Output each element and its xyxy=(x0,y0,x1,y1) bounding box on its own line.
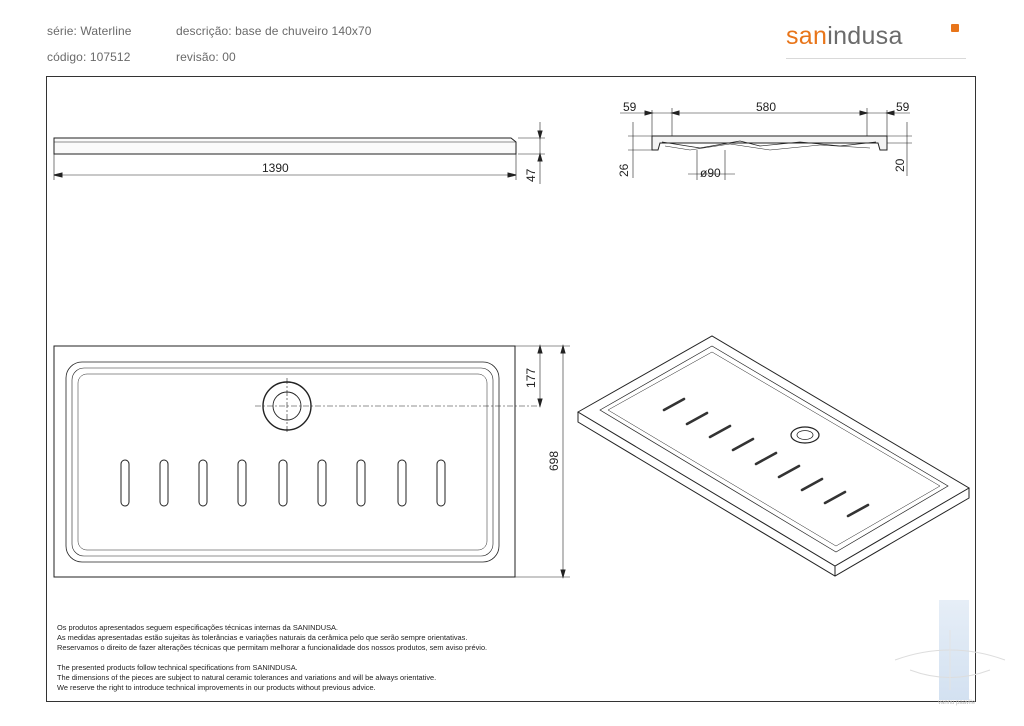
note-en-line: The dimensions of the pieces are subject to natural ceramic tolerances and variations and will be always orientative. xyxy=(57,673,437,682)
section-view xyxy=(620,108,912,180)
dim-plan-drain-offset: 177 xyxy=(524,367,538,388)
note-pt-line: Reservamos o direito de fazer alterações técnicas que permitam melhorar a funcionalidade dos nossos produtos, sem aviso prévio. xyxy=(57,643,488,652)
notes-portuguese xyxy=(57,623,617,653)
dim-drain-diameter: ø90 xyxy=(700,166,721,180)
logo-part-indusa: indusa xyxy=(827,22,903,50)
codigo-label: código: 107512 xyxy=(47,50,131,64)
dim-section-left-height: 26 xyxy=(617,163,631,177)
plan-view xyxy=(54,346,570,577)
note-en-line: We reserve the right to introduce technical improvements in our products without previous advice. xyxy=(57,683,376,692)
footer-tag: vannu paavile xyxy=(938,700,976,706)
side-elevation xyxy=(54,122,545,184)
dim-plan-width: 698 xyxy=(547,450,561,471)
dim-section-mid: 580 xyxy=(756,100,777,114)
notes-english xyxy=(57,663,617,693)
decorative-lines xyxy=(890,625,1010,695)
isometric-view xyxy=(578,336,969,576)
serie-label: série: Waterline xyxy=(47,24,132,38)
dim-side-height: 47 xyxy=(524,168,538,182)
dim-section-left: 59 xyxy=(623,100,637,114)
dim-section-right-height: 20 xyxy=(893,158,907,172)
descricao-label: descrição: base de chuveiro 140x70 xyxy=(176,24,372,38)
note-en-line: The presented products follow technical specifications from SANINDUSA. xyxy=(57,663,298,672)
note-pt-line: Os produtos apresentados seguem especificações técnicas internas da SANINDUSA. xyxy=(57,623,338,632)
revisao-label: revisão: 00 xyxy=(176,50,236,64)
note-pt-line: As medidas apresentadas estão sujeitas às tolerâncias e variações naturais da cerâmica pelo que serão sempre orientativas. xyxy=(57,633,468,642)
dim-side-length: 1390 xyxy=(262,161,289,175)
logo-part-san: san xyxy=(786,22,828,50)
dim-section-right: 59 xyxy=(896,100,910,114)
